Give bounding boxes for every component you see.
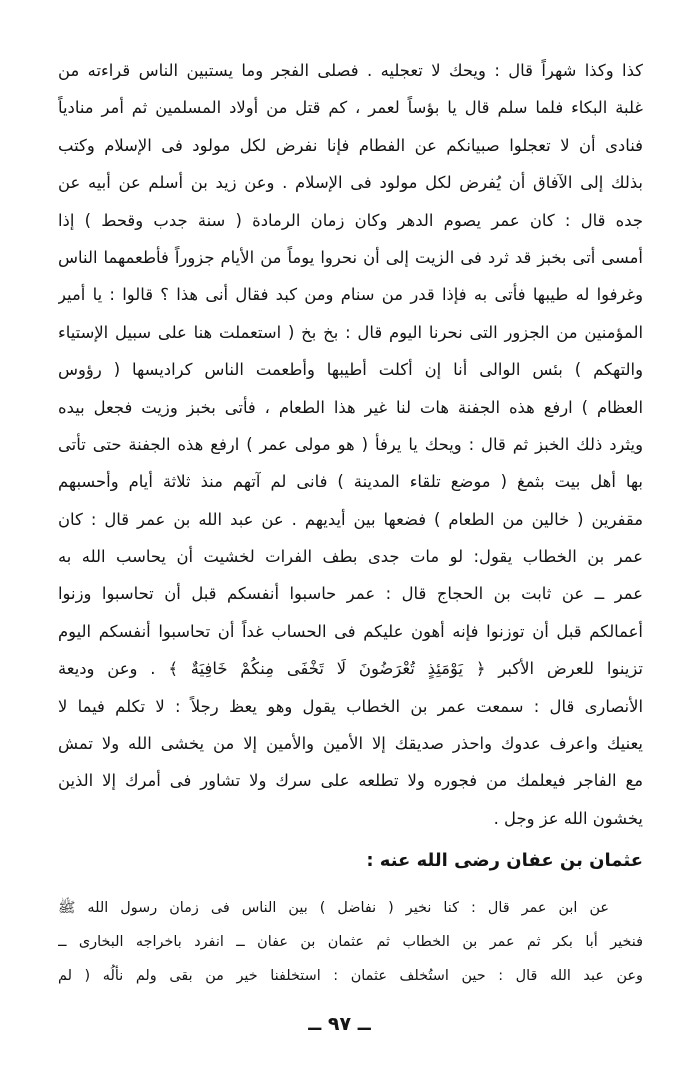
section-line: عن ابن عمر قال : كنا نخير ( نفاضل ) بين الناس فى زمان رسول الله ﷺ	[58, 900, 609, 917]
body-line: عمر بن الخطاب يقول: لو مات جدى بطف الفرات لخشيت أن يحاسب الله به	[58, 547, 643, 567]
body-text	[58, 52, 643, 837]
body-line: وغرفوا له طيبها فأتى به فإذا قدر من سنام ومن كبد فقال أنى هذا ؟ قالوا : يا أمير	[58, 285, 643, 305]
body-line: مقفرين ( خالين من الطعام ) فضعها بين أيديهم . عن عبد الله بن عمر قال : كان	[58, 509, 643, 529]
section-line: فنخير أبا بكر ثم عمر بن الخطاب ثم عثمان بن عفان ــ انفرد باخراجه البخارى ــ	[58, 934, 643, 951]
body-line: أمسى أتى بخبز قد ثرد فى الزيت إلى أن نحروا يوماً من الأيام جزوراً فأطعمهما الناس	[58, 247, 643, 267]
body-line: عمر ــ عن ثابت بن الحجاج قال : عمر حاسبوا أنفسكم قبل أن تحاسبوا وزنوا	[58, 584, 643, 604]
page-body	[58, 52, 643, 993]
body-line: مع الفاجر فيعلمك من فجوره ولا تطلعه على سرك ولا تشاور فى أمرك إلا الذين	[58, 771, 643, 791]
body-line: كذا وكذا شهراً قال : ويحك لا تعجليه . فصلى الفجر وما يستبين الناس قراءته من	[58, 61, 643, 80]
body-line: الأنصارى قال : سمعت عمر بن الخطاب يقول وهو يعظ رجلاً : لا تكلم فيما لا	[58, 696, 643, 716]
body-line: بها أهل بيت بثمغ ( موضع تلقاء المدينة ) فانى لم آتهم منذ ثلاثة أيام وأحسبهم	[58, 472, 643, 492]
body-line: المؤمنين من الجزور التى نحرنا اليوم قال : بخ بخ ( استعملت هنا على سبيل الإستياء	[58, 322, 643, 342]
section-text	[58, 891, 643, 993]
quran-verse-line: تزينوا للعرض الأكبر ﴿ يَوْمَئِذٍ تُعْرَضُونَ لَا تَخْفَى مِنكُمْ خَافِيَةٌ ﴾ . وعن وديعة	[58, 659, 643, 679]
body-line: والتهكم ) بئس الوالى أنا إن أكلت أطيبها وأطعمت الناس كراديسها ( رؤوس	[58, 360, 643, 380]
body-line: غلبة البكاء فلما سلم قال يا بؤساً لعمر ، كم قتل من أولاد المسلمين ثم أمر منادياً	[58, 98, 643, 118]
body-line: يعنيك واعرف عدوك واحذر صديقك إلا الأمين والأمين إلا من يخشى الله ولا تمش	[58, 734, 643, 754]
body-line: ويثرد ذلك الخبز ثم قال : ويحك يا يرفأ ( هو مولى عمر ) ارفع هذه الجفنة حتى تأتى	[58, 434, 643, 454]
body-line: فنادى أن لا تعجلوا صبيانكم عن الفطام فإنا نفرض لكل مولود فى الإسلام وكتب	[58, 135, 643, 155]
section-line: وعن عبد الله قال : حين استُخلف عثمان : استخلفنا خير من بقى ولم نألُه ( لم	[58, 968, 643, 985]
body-line: أعمالكم قبل أن توزنوا فإنه أهون عليكم فى الحساب غداً أن تحاسبوا أنفسكم اليوم	[58, 621, 643, 641]
section-heading: عثمان بن عفان رضى الله عنه :	[366, 850, 643, 872]
body-line: العظام ) ارفع هذه الجفنة هات لنا غير هذا الطعام ، فأتى بخبز وزيت فجعل بيده	[58, 397, 643, 417]
body-line: جده قال : كان عمر يصوم الدهر وكان زمان الرمادة ( سنة جدب وقحط ) إذا	[58, 210, 643, 230]
body-line: يخشون الله عز وجل .	[493, 808, 643, 828]
body-line: بذلك إلى الآفاق أن يُفرض لكل مولود فى الإسلام . وعن زيد بن أسلم عن أبيه عن	[58, 173, 643, 193]
page-number: ــ ٩٧ ــ	[308, 1013, 371, 1035]
